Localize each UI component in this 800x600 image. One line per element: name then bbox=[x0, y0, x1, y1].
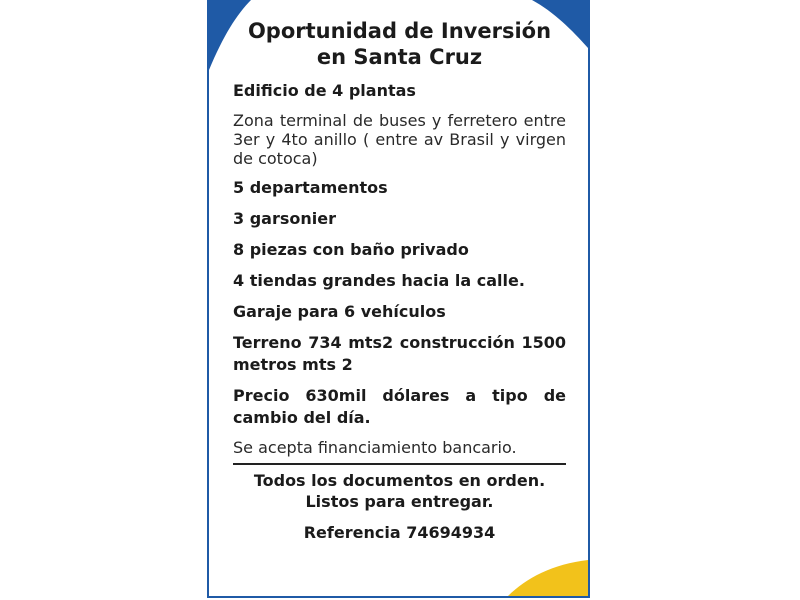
item-garage: Garaje para 6 vehículos bbox=[233, 302, 446, 321]
documents-line-2: Listos para entregar. bbox=[305, 492, 494, 511]
classified-ad bbox=[207, 0, 590, 598]
item-garsonier: 3 garsonier bbox=[233, 209, 336, 228]
ad-title-line-2: en Santa Cruz bbox=[316, 45, 483, 69]
ad-title-line-1: Oportunidad de Inversión bbox=[247, 19, 552, 43]
documents-line-1: Todos los documentos en orden. bbox=[253, 471, 546, 490]
item-financing: Se acepta financiamiento bancario. bbox=[233, 438, 517, 457]
item-land: Terreno 734 mts2 construcción 1500 metros mts 2 bbox=[233, 333, 566, 374]
item-apartments: 5 departamentos bbox=[233, 178, 388, 197]
ad-title bbox=[233, 18, 566, 70]
reference-number: Referencia 74694934 bbox=[303, 523, 496, 542]
item-building: Edificio de 4 plantas bbox=[233, 81, 416, 100]
ad-content bbox=[233, 18, 566, 543]
item-location: Zona terminal de buses y ferretero entre 3er y 4to anillo ( entre av Brasil y virgen de cotoca) bbox=[233, 111, 566, 168]
item-rooms: 8 piezas con baño privado bbox=[233, 240, 469, 259]
item-stores: 4 tiendas grandes hacia la calle. bbox=[233, 271, 525, 290]
item-price: Precio 630mil dólares a tipo de cambio del día. bbox=[233, 386, 566, 427]
divider bbox=[233, 463, 566, 465]
corner-decoration-bottom-right bbox=[508, 560, 588, 596]
